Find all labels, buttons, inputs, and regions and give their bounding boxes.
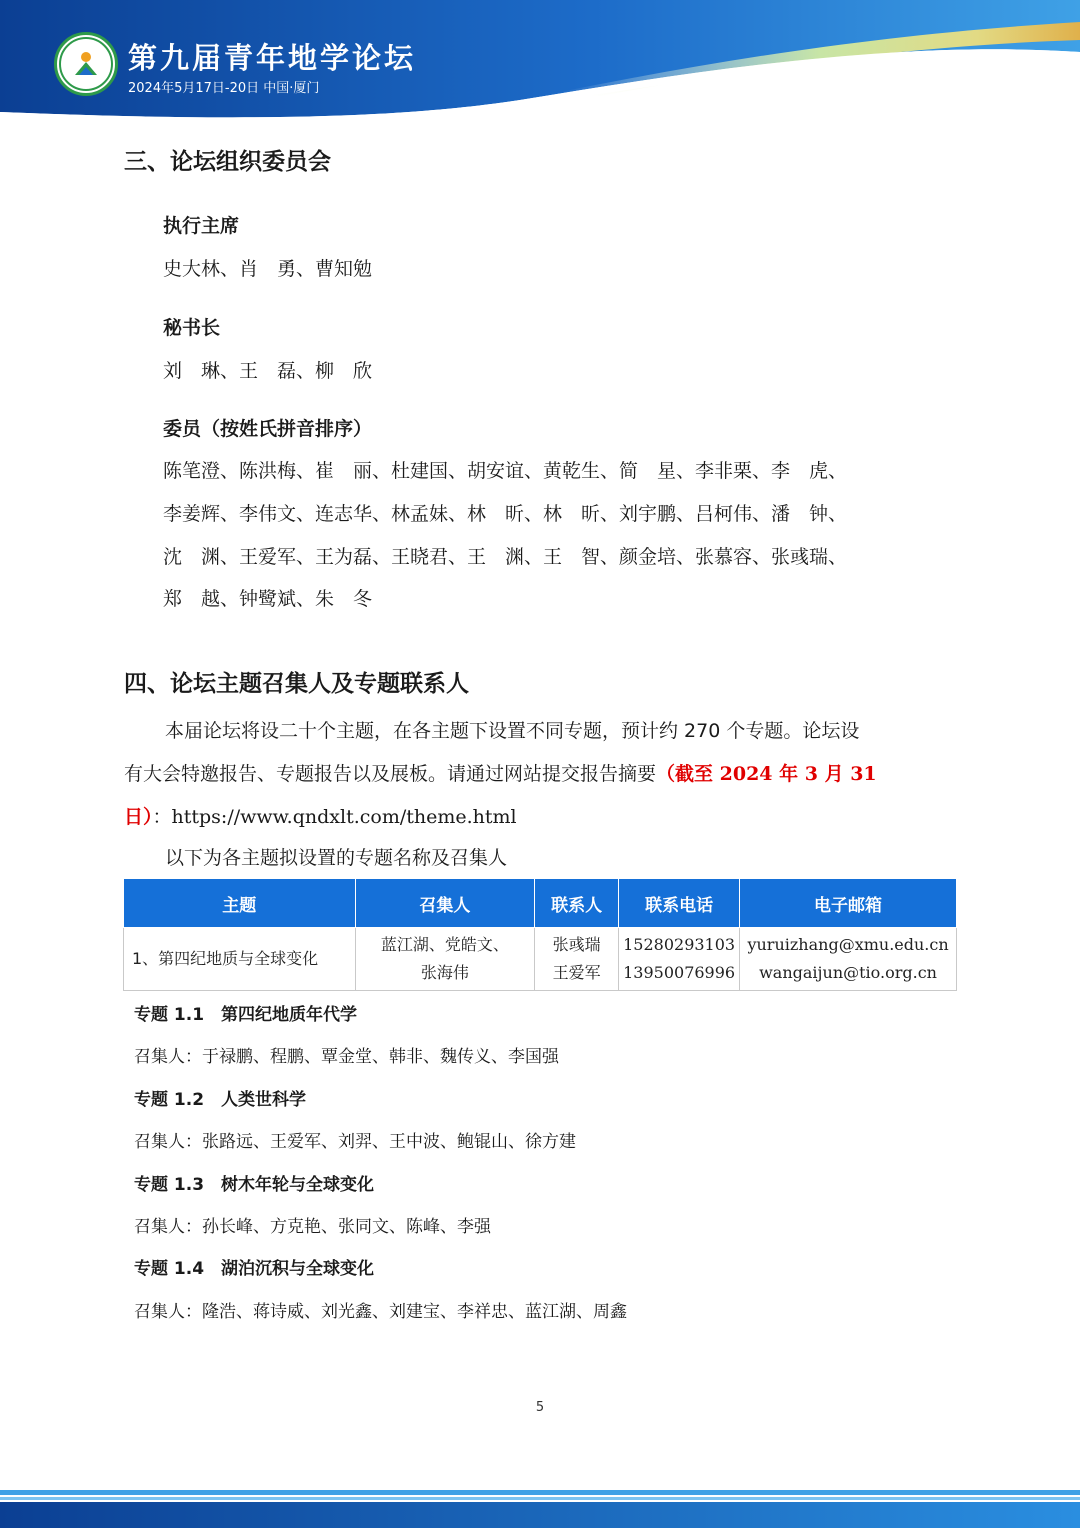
deadline-text: 日） [124, 806, 153, 828]
topic-conveners: 召集人：孙长峰、方克艳、张同文、陈峰、李强 [134, 1217, 491, 1237]
members-line: 郑 越、钟鹭斌、朱 冬 [163, 588, 373, 610]
forum-date-location: 2024年5月17日-20日 中国·厦门 [128, 81, 320, 96]
section-3-heading: 三、论坛组织委员会 [124, 149, 331, 175]
exec-chair-names: 史大林、肖 勇、曹知勉 [163, 258, 373, 280]
secretary-names: 刘 琳、王 磊、柳 欣 [163, 360, 373, 382]
contact-cell [535, 928, 619, 991]
footer-stripes [0, 1490, 1080, 1528]
page-number: 5 [535, 1400, 545, 1415]
members-line: 陈笔澄、陈洪梅、崔 丽、杜建国、胡安谊、黄乾生、简 星、李非栗、李 虎、 [163, 460, 848, 482]
exec-chair-label: 执行主席 [163, 215, 240, 237]
deadline-text: （截至 2024 年 3 月 31 [656, 763, 877, 785]
header-theme: 主题 [124, 879, 356, 928]
members-line: 李姜辉、李伟文、连志华、林孟妹、林 昕、林 昕、刘宇鹏、吕柯伟、潘 钟、 [163, 503, 848, 525]
section-4-paragraph [124, 759, 877, 786]
paragraph-text: 有大会特邀报告、专题报告以及展板。请通过网站提交报告摘要 [124, 763, 657, 785]
forum-title: 第九届青年地学论坛 [128, 41, 417, 75]
submission-url[interactable]: ：https://www.qndxlt.com/theme.html [152, 806, 517, 828]
topic-conveners: 召集人：隆浩、蒋诗威、刘光鑫、刘建宝、李祥忠、蓝江湖、周鑫 [134, 1302, 627, 1322]
theme-table [123, 878, 957, 991]
forum-logo-icon [54, 32, 118, 96]
section-4-paragraph [124, 802, 517, 829]
topic-title: 专题 1.1 第四纪地质年代学 [134, 1005, 358, 1025]
phone-number: 15280293103 [623, 935, 736, 954]
header-email: 电子邮箱 [740, 879, 957, 928]
convener-line: 蓝江湖、党皓文、 [380, 935, 509, 954]
email-address[interactable]: wangaijun@tio.org.cn [759, 963, 937, 982]
phone-number: 13950076996 [623, 963, 736, 982]
members-line: 沈 渊、王爱军、王为磊、王晓君、王 渊、王 智、颜金培、张慕容、张彧瑞、 [163, 546, 848, 568]
footer-band [0, 1490, 1080, 1528]
section-4-paragraph: 本届论坛将设二十个主题，在各主题下设置不同专题，预计约 270 个专题。论坛设 [165, 720, 860, 742]
header-conveners: 召集人 [355, 879, 535, 928]
table-row [124, 928, 957, 991]
email-cell [740, 928, 957, 991]
conveners-cell [355, 928, 535, 991]
topic-conveners: 召集人：张路远、王爱军、刘羿、王中波、鲍锟山、徐方建 [134, 1132, 576, 1152]
topic-conveners: 召集人：于禄鹏、程鹏、覃金堂、韩非、魏传义、李国强 [134, 1047, 559, 1067]
table-header-row [124, 879, 957, 928]
theme-cell: 1、第四纪地质与全球变化 [124, 928, 356, 991]
topic-title: 专题 1.4 湖泊沉积与全球变化 [134, 1259, 375, 1279]
topic-title: 专题 1.2 人类世科学 [134, 1090, 307, 1110]
topic-title: 专题 1.3 树木年轮与全球变化 [134, 1175, 375, 1195]
header-phone: 联系电话 [619, 879, 740, 928]
phone-cell [619, 928, 740, 991]
secretary-label: 秘书长 [163, 317, 221, 339]
section-4-heading: 四、论坛主题召集人及专题联系人 [124, 671, 469, 697]
contact-name: 张彧瑞 [552, 935, 601, 954]
table-intro: 以下为各主题拟设置的专题名称及召集人 [165, 847, 508, 869]
contact-name: 王爱军 [552, 963, 601, 982]
email-address[interactable]: yuruizhang@xmu.edu.cn [747, 935, 949, 954]
header-contact: 联系人 [535, 879, 619, 928]
members-label: 委员（按姓氏拼音排序） [163, 418, 373, 440]
convener-line: 张海伟 [420, 963, 469, 982]
header-banner [0, 0, 1080, 125]
